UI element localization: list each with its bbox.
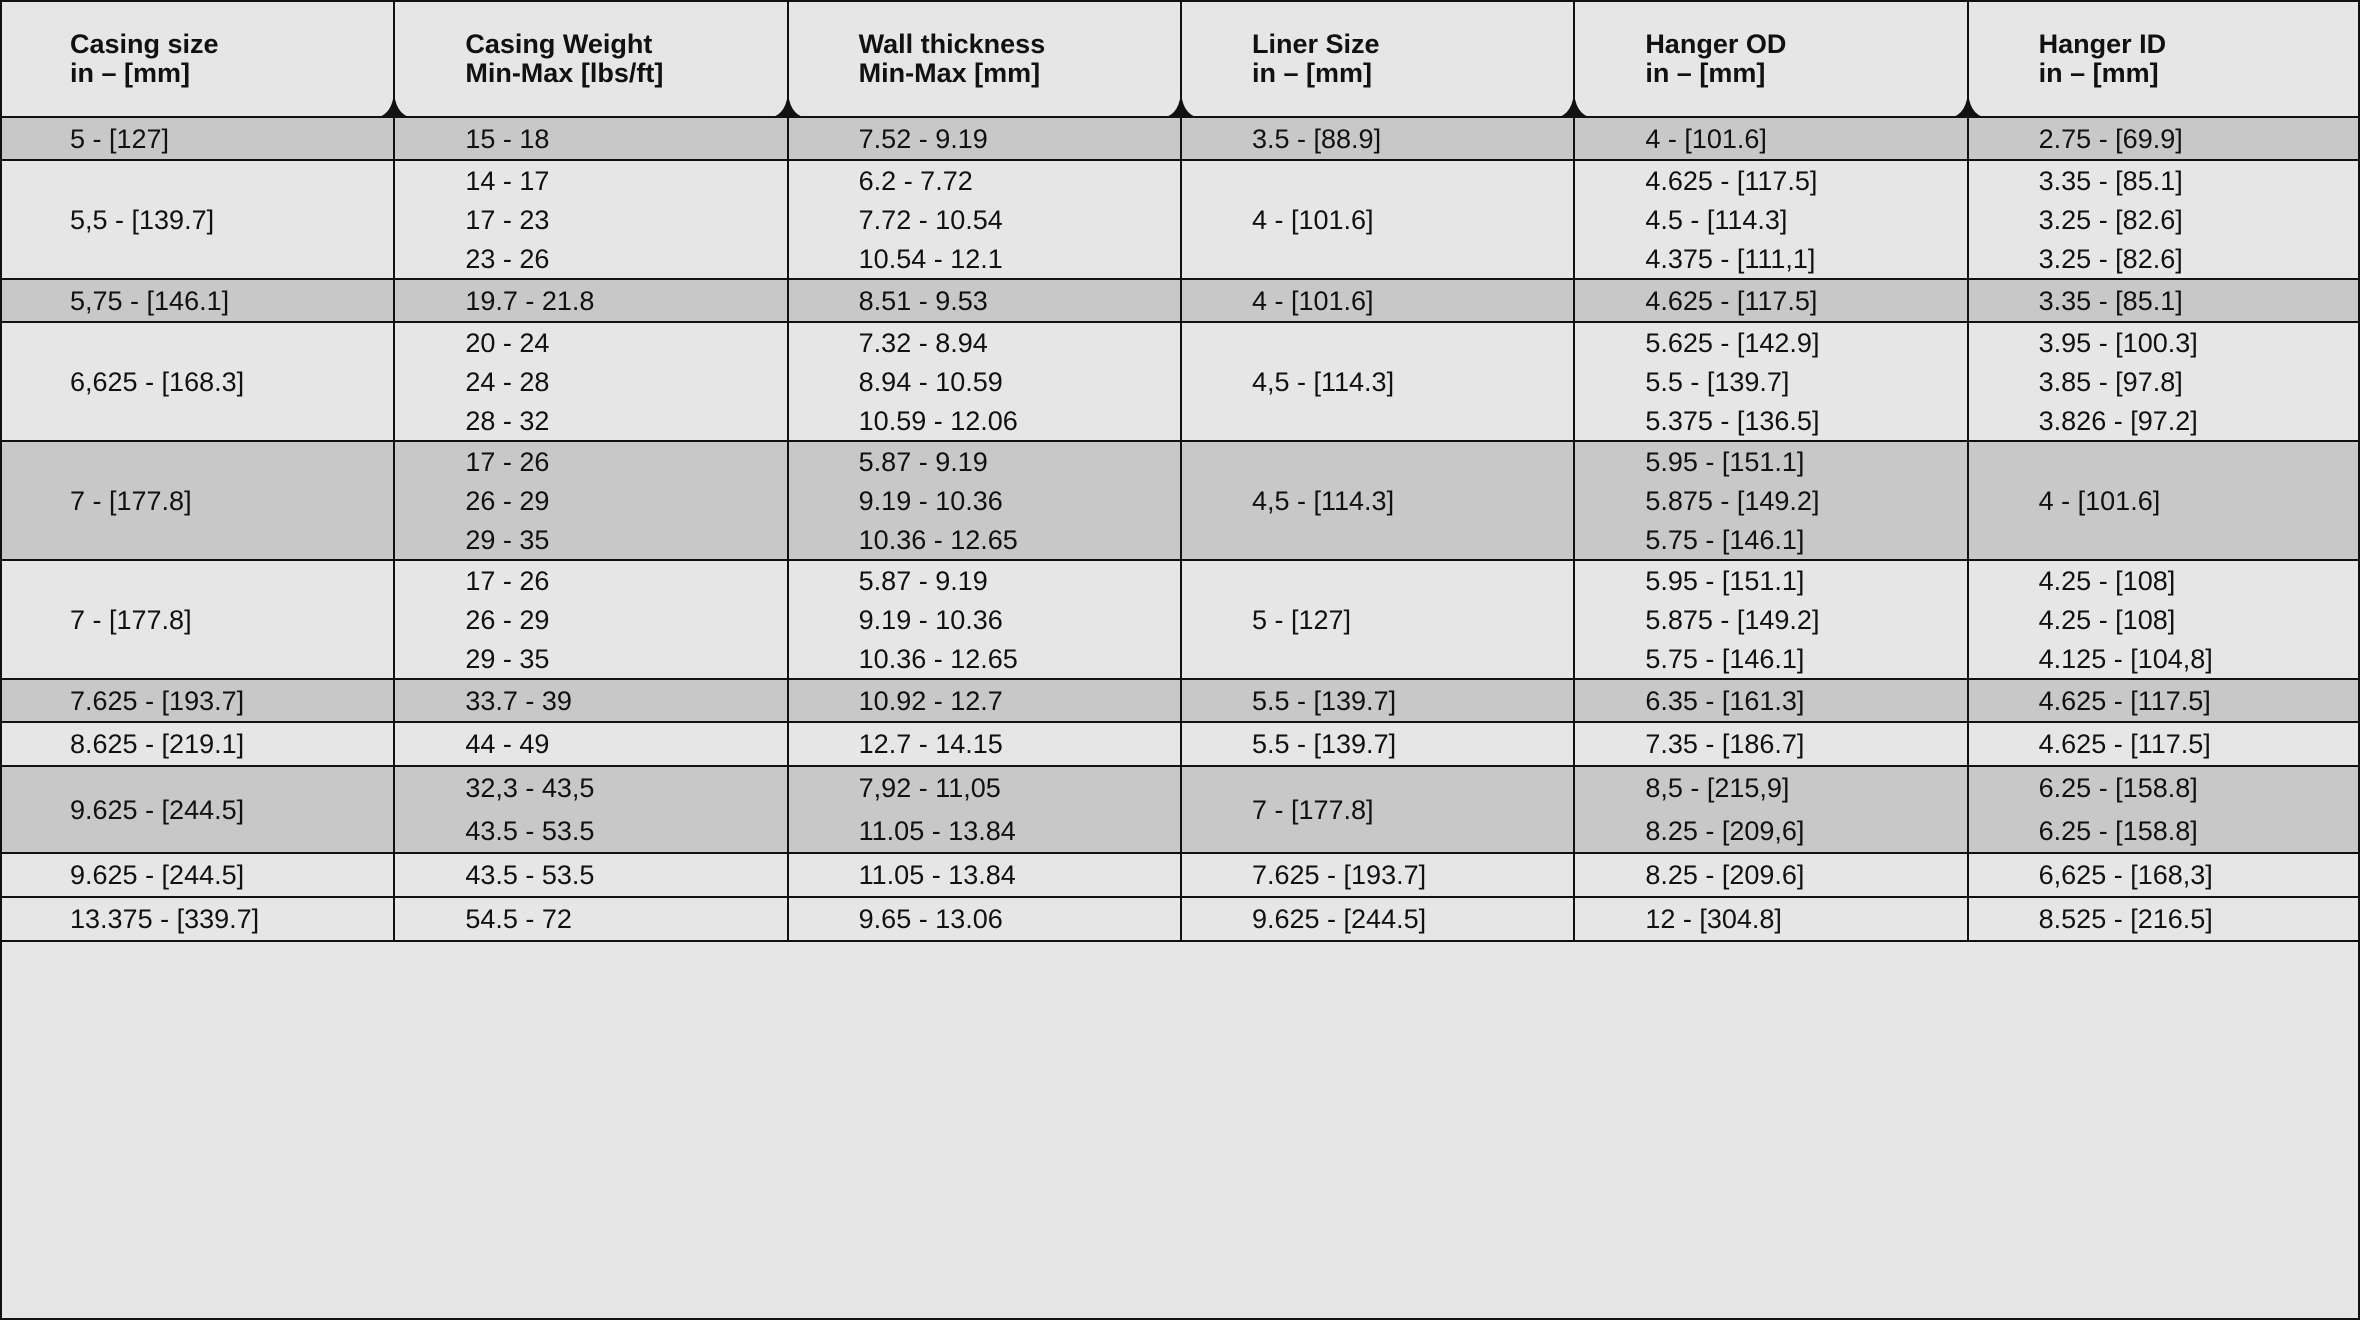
cell-hanger-od <box>1573 898 1966 940</box>
cell-hanger-id <box>1967 280 2360 321</box>
header-notch <box>1556 88 1592 118</box>
cell-value: 4 - [101.6] <box>1251 204 1374 235</box>
cell-value: 43.5 - 53.5 <box>465 815 595 846</box>
cell-value: 32,3 - 43,5 <box>465 773 595 804</box>
cell-value: 3.35 - [85.1] <box>2038 165 2183 196</box>
cell-casing-size <box>0 323 393 440</box>
cell-value: 10.36 - 12.65 <box>858 643 1018 674</box>
cell-casing-size <box>0 680 393 721</box>
cell-value: 11.05 - 13.84 <box>858 860 1016 890</box>
cell-hanger-id <box>1967 680 2360 721</box>
cell-liner-size <box>1180 723 1573 765</box>
cell-casing-size <box>0 161 393 278</box>
cell-liner-size <box>1180 442 1573 559</box>
cell-hanger-od <box>1573 118 1966 159</box>
cell-value: 17 - 26 <box>465 565 550 596</box>
cell-hanger-id <box>1967 442 2360 559</box>
cell-value: 3.35 - [85.1] <box>2038 285 2183 316</box>
header-hanger-od <box>1573 0 1966 118</box>
cell-hanger-od <box>1573 854 1966 896</box>
cell-hanger-id <box>1967 561 2360 678</box>
cell-casing-weight <box>393 898 786 940</box>
cell-casing-weight <box>393 442 786 559</box>
cell-casing-size <box>0 442 393 559</box>
header-liner-size <box>1180 0 1573 118</box>
header-casing-size <box>0 0 393 118</box>
cell-liner-size <box>1180 680 1573 721</box>
cell-casing-weight <box>393 680 786 721</box>
header-wall-thickness <box>787 0 1180 118</box>
header-label: Casing size in – [mm] <box>70 29 219 88</box>
cell-casing-size <box>0 561 393 678</box>
header-label: Hanger ID in – [mm] <box>2038 29 2167 88</box>
cell-casing-weight <box>393 854 786 896</box>
cell-value: 7,92 - 11,05 <box>858 773 1001 804</box>
cell-value: 7.35 - [186.7] <box>1645 729 1805 759</box>
cell-value: 3.85 - [97.8] <box>2038 366 2183 397</box>
cell-value: 7.32 - 8.94 <box>858 327 988 358</box>
cell-value: 7.625 - [193.7] <box>70 685 245 716</box>
cell-value: 29 - 35 <box>465 643 550 674</box>
cell-value: 4,5 - [114.3] <box>1251 366 1395 397</box>
cell-value: 8.51 - 9.53 <box>858 285 988 316</box>
header-label: Liner Size in – [mm] <box>1251 29 1380 88</box>
cell-casing-weight <box>393 767 786 852</box>
cell-wall-thickness <box>787 680 1180 721</box>
cell-value: 54.5 - 72 <box>465 904 572 934</box>
cell-value: 4.625 - [117.5] <box>1645 165 1818 196</box>
cell-value: 19.7 - 21.8 <box>465 285 595 316</box>
cell-value: 8.525 - [216.5] <box>2038 904 2213 934</box>
cell-liner-size <box>1180 280 1573 321</box>
cell-value: 4 - [101.6] <box>1251 285 1374 316</box>
cell-value: 9.625 - [244.5] <box>70 794 245 825</box>
cell-value: 5.375 - [136.5] <box>1645 405 1820 436</box>
cell-value: 3.25 - [82.6] <box>2038 243 2183 274</box>
cell-casing-size <box>0 898 393 940</box>
table-row <box>0 561 2360 680</box>
cell-value: 5.5 - [139.7] <box>1645 366 1790 397</box>
cell-value: 5.87 - 9.19 <box>858 565 988 596</box>
cell-wall-thickness <box>787 442 1180 559</box>
cell-hanger-id <box>1967 723 2360 765</box>
cell-hanger-od <box>1573 680 1966 721</box>
cell-value: 5 - [127] <box>70 123 170 154</box>
cell-value: 3.5 - [88.9] <box>1251 123 1382 154</box>
cell-hanger-id <box>1967 898 2360 940</box>
cell-value: 13.375 - [339.7] <box>70 904 260 934</box>
cell-casing-weight <box>393 280 786 321</box>
cell-casing-weight <box>393 161 786 278</box>
cell-value: 4.25 - [108] <box>2038 604 2176 635</box>
cell-value: 5 - [127] <box>1251 604 1352 635</box>
cell-value: 4.5 - [114.3] <box>1645 204 1788 235</box>
cell-value: 4.125 - [104,8] <box>2038 643 2213 674</box>
cell-casing-size <box>0 280 393 321</box>
cell-value: 12.7 - 14.15 <box>858 729 1003 759</box>
cell-value: 7 - [177.8] <box>70 604 192 635</box>
cell-casing-weight <box>393 118 786 159</box>
cell-value: 26 - 29 <box>465 604 550 635</box>
cell-value: 5.5 - [139.7] <box>1251 685 1397 716</box>
table-row <box>0 767 2360 854</box>
cell-value: 5.875 - [149.2] <box>1645 485 1820 516</box>
cell-value: 4 - [101.6] <box>1645 123 1767 154</box>
cell-value: 7 - [177.8] <box>1251 794 1374 825</box>
cell-liner-size <box>1180 898 1573 940</box>
cell-value: 20 - 24 <box>465 327 550 358</box>
cell-liner-size <box>1180 323 1573 440</box>
cell-value: 9.19 - 10.36 <box>858 485 1003 516</box>
cell-value: 6,625 - [168,3] <box>2038 860 2213 890</box>
header-label: Wall thickness Min-Max [mm] <box>858 29 1046 88</box>
cell-hanger-od <box>1573 280 1966 321</box>
cell-value: 9.625 - [244.5] <box>1251 904 1427 934</box>
header-notch <box>770 88 806 118</box>
cell-value: 4.625 - [117.5] <box>1645 285 1818 316</box>
cell-value: 5.625 - [142.9] <box>1645 327 1820 358</box>
cell-value: 10.54 - 12.1 <box>858 243 1003 274</box>
cell-value: 6.25 - [158.8] <box>2038 773 2198 804</box>
cell-value: 5.5 - [139.7] <box>1251 729 1397 759</box>
cell-value: 5.95 - [151.1] <box>1645 446 1805 477</box>
cell-casing-size <box>0 767 393 852</box>
cell-value: 5.75 - [146.1] <box>1645 643 1805 674</box>
cell-value: 3.25 - [82.6] <box>2038 204 2183 235</box>
cell-value: 4.375 - [111,1] <box>1645 243 1816 274</box>
cell-value: 9.65 - 13.06 <box>858 904 1003 934</box>
cell-wall-thickness <box>787 280 1180 321</box>
cell-hanger-id <box>1967 323 2360 440</box>
cell-wall-thickness <box>787 118 1180 159</box>
cell-hanger-od <box>1573 442 1966 559</box>
cell-hanger-od <box>1573 323 1966 440</box>
cell-hanger-id <box>1967 161 2360 278</box>
table-body <box>0 118 2360 942</box>
cell-value: 28 - 32 <box>465 405 550 436</box>
header-notch <box>376 88 412 118</box>
cell-wall-thickness <box>787 898 1180 940</box>
cell-value: 44 - 49 <box>465 729 550 759</box>
header-label: Hanger OD in – [mm] <box>1645 29 1787 88</box>
cell-wall-thickness <box>787 723 1180 765</box>
cell-value: 3.826 - [97.2] <box>2038 405 2198 436</box>
cell-value: 6.25 - [158.8] <box>2038 815 2198 846</box>
cell-wall-thickness <box>787 767 1180 852</box>
cell-value: 5.87 - 9.19 <box>858 446 988 477</box>
cell-value: 10.92 - 12.7 <box>858 685 1003 716</box>
cell-value: 5.95 - [151.1] <box>1645 565 1805 596</box>
cell-value: 29 - 35 <box>465 524 550 555</box>
cell-value: 5,75 - [146.1] <box>70 285 230 316</box>
table-row <box>0 898 2360 942</box>
cell-hanger-id <box>1967 118 2360 159</box>
header-hanger-id <box>1967 0 2360 118</box>
cell-casing-weight <box>393 561 786 678</box>
cell-value: 12 - [304.8] <box>1645 904 1782 934</box>
cell-value: 5.875 - [149.2] <box>1645 604 1820 635</box>
cell-value: 7 - [177.8] <box>70 485 192 516</box>
cell-value: 33.7 - 39 <box>465 685 572 716</box>
cell-value: 24 - 28 <box>465 366 550 397</box>
cell-hanger-od <box>1573 161 1966 278</box>
cell-value: 4 - [101.6] <box>2038 485 2161 516</box>
cell-wall-thickness <box>787 323 1180 440</box>
cell-hanger-id <box>1967 854 2360 896</box>
cell-value: 9.19 - 10.36 <box>858 604 1003 635</box>
cell-value: 14 - 17 <box>465 165 550 196</box>
cell-casing-weight <box>393 723 786 765</box>
cell-value: 4.25 - [108] <box>2038 565 2176 596</box>
cell-hanger-od <box>1573 723 1966 765</box>
cell-value: 8,5 - [215,9] <box>1645 773 1790 804</box>
cell-hanger-id <box>1967 767 2360 852</box>
header-casing-weight <box>393 0 786 118</box>
cell-hanger-od <box>1573 767 1966 852</box>
table-row <box>0 280 2360 323</box>
cell-value: 17 - 23 <box>465 204 550 235</box>
cell-value: 5,5 - [139.7] <box>70 204 215 235</box>
table-row <box>0 723 2360 767</box>
cell-value: 5.75 - [146.1] <box>1645 524 1805 555</box>
cell-value: 23 - 26 <box>465 243 550 274</box>
cell-hanger-od <box>1573 561 1966 678</box>
table-header-row <box>0 0 2360 118</box>
cell-value: 6,625 - [168.3] <box>70 366 245 397</box>
table-row <box>0 118 2360 161</box>
table-row <box>0 442 2360 561</box>
cell-value: 15 - 18 <box>465 123 550 154</box>
cell-value: 6.35 - [161.3] <box>1645 685 1805 716</box>
cell-value: 7.52 - 9.19 <box>858 123 988 154</box>
cell-liner-size <box>1180 854 1573 896</box>
cell-value: 43.5 - 53.5 <box>465 860 595 890</box>
cell-value: 10.59 - 12.06 <box>858 405 1018 436</box>
cell-casing-size <box>0 118 393 159</box>
cell-value: 2.75 - [69.9] <box>2038 123 2183 154</box>
cell-value: 4.625 - [117.5] <box>2038 729 2211 759</box>
cell-value: 7.72 - 10.54 <box>858 204 1003 235</box>
cell-value: 10.36 - 12.65 <box>858 524 1018 555</box>
cell-value: 17 - 26 <box>465 446 550 477</box>
cell-value: 9.625 - [244.5] <box>70 860 245 890</box>
header-notch <box>1163 88 1199 118</box>
cell-wall-thickness <box>787 161 1180 278</box>
cell-value: 4.625 - [117.5] <box>2038 685 2211 716</box>
cell-value: 26 - 29 <box>465 485 550 516</box>
cell-liner-size <box>1180 161 1573 278</box>
cell-value: 8.25 - [209,6] <box>1645 815 1805 846</box>
cell-value: 8.625 - [219.1] <box>70 729 245 759</box>
cell-wall-thickness <box>787 854 1180 896</box>
cell-value: 6.2 - 7.72 <box>858 165 973 196</box>
cell-wall-thickness <box>787 561 1180 678</box>
table-row <box>0 161 2360 280</box>
cell-casing-size <box>0 854 393 896</box>
cell-liner-size <box>1180 767 1573 852</box>
cell-value: 7.625 - [193.7] <box>1251 860 1427 890</box>
table-row <box>0 680 2360 723</box>
cell-value: 11.05 - 13.84 <box>858 815 1016 846</box>
header-notch <box>1950 88 1986 118</box>
cell-value: 8.94 - 10.59 <box>858 366 1003 397</box>
cell-casing-weight <box>393 323 786 440</box>
table-row <box>0 854 2360 898</box>
table-row <box>0 323 2360 442</box>
header-label: Casing Weight Min-Max [lbs/ft] <box>465 29 664 88</box>
cell-value: 8.25 - [209.6] <box>1645 860 1805 890</box>
cell-value: 3.95 - [100.3] <box>2038 327 2198 358</box>
cell-liner-size <box>1180 561 1573 678</box>
cell-casing-size <box>0 723 393 765</box>
cell-value: 4,5 - [114.3] <box>1251 485 1395 516</box>
cell-liner-size <box>1180 118 1573 159</box>
